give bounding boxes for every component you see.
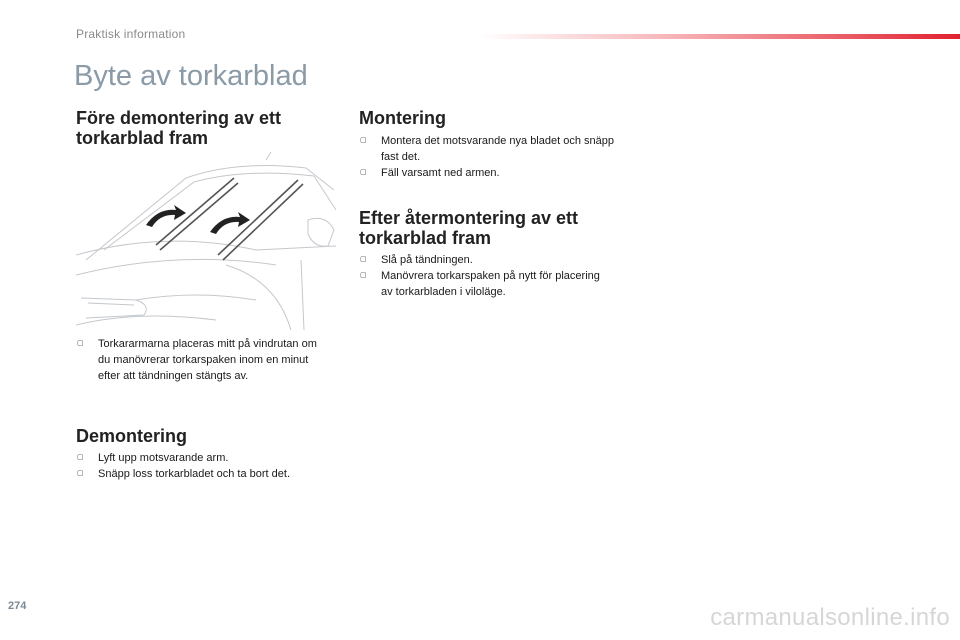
door-line <box>301 260 304 330</box>
list-mounting <box>359 133 614 181</box>
page-number: 274 <box>8 600 27 612</box>
checkbox-bullet-icon: ▢ <box>360 169 367 176</box>
checkbox-bullet-icon: ▢ <box>360 256 367 263</box>
watermark: carmanualsonline.info <box>710 604 950 631</box>
headlight-inner <box>88 303 134 305</box>
checkbox-bullet-icon: ▢ <box>77 470 84 477</box>
a-pillar <box>314 176 336 210</box>
checkbox-bullet-icon: ▢ <box>77 454 84 461</box>
hood-line <box>76 241 336 255</box>
checkbox-bullet-icon: ▢ <box>360 137 367 144</box>
headlight <box>81 298 146 318</box>
windshield-edge <box>104 173 314 250</box>
roof-line <box>86 166 334 260</box>
list-item: ▢ Fäll varsamt ned armen. <box>360 167 500 179</box>
page-title: Byte av torkarblad <box>74 60 308 92</box>
list-item: ▢ Torkararmarna placeras mitt på vindrutan om du manövrerar torkarspaken inom en minut efter att tändningen stängts av. <box>77 338 317 382</box>
mirror <box>308 218 334 246</box>
list-after-remount <box>359 252 614 300</box>
list-item: ▢ Snäpp loss torkarbladet och ta bort det. <box>77 468 291 480</box>
list-item: ▢ Manövrera torkarspaken på nytt för placering av torkarbladen i viloläge. <box>360 270 600 298</box>
heading-before-removal: Före demontering av ett torkarblad fram <box>76 108 282 148</box>
bonnet-edge <box>136 295 256 300</box>
list-item: ▢ Montera det motsvarande nya bladet och snäpp fast det. <box>360 135 614 163</box>
list-item: ▢ Lyft upp motsvarande arm. <box>77 452 229 464</box>
running-header: Praktisk information <box>76 27 186 41</box>
header-accent-rule <box>480 34 960 39</box>
list-before-removal <box>76 336 331 384</box>
list-removal <box>76 450 331 482</box>
wiper-blade-left <box>160 183 238 250</box>
checkbox-bullet-icon: ▢ <box>360 272 367 279</box>
antenna <box>266 152 271 160</box>
list-item: ▢ Slå på tändningen. <box>360 254 473 266</box>
checkbox-bullet-icon: ▢ <box>77 340 84 347</box>
windshield-wiper-illustration <box>76 150 336 330</box>
heading-after-remount: Efter återmontering av ett torkarblad fram <box>359 208 579 248</box>
heading-mounting: Montering <box>359 108 446 128</box>
heading-removal: Demontering <box>76 426 188 446</box>
